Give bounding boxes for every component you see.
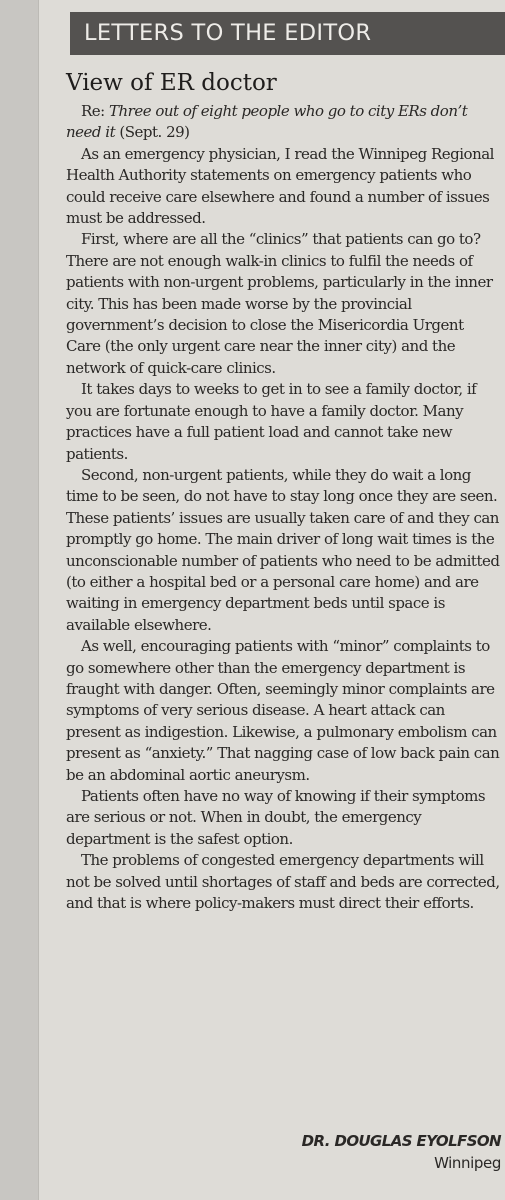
letter-paragraph-4: Second, non-urgent patients, while they do wait a long time to be seen, do not have to stay long once they are seen. These patients’ issues are usually taken care of and they can promptly go home. The main driver of long wait times is the unconscionable number of patients who need to be admitted (to either a hospital bed or a personal care home) and are waiting in emergency department beds until space is available elsewhere. <box>66 465 500 634</box>
letter-paragraph-5: As well, encouraging patients with “minor” complaints to go somewhere other than the emergency department is fraught with danger. Often, seemingly minor complaints are symptoms of very serious disease. A heart attack can present as indigestion. Likewise, a pulmonary embolism can present as “anxiety.” That nagging case of low back pain can be an abdominal aortic aneurysm. <box>66 637 500 784</box>
letter-paragraph-1: As an emergency physician, I read the Winnipeg Regional Health Authority statements on emergency patients who could receive care elsewhere and found a number of issues must be addressed. <box>66 144 494 228</box>
letter-headline: View of ER doctor <box>66 70 277 96</box>
letter-body <box>66 101 502 914</box>
reference-date: (Sept. 29) <box>115 123 190 142</box>
letter-paragraph-6: Patients often have no way of knowing if their symptoms are serious or not. When in doubt, the emergency department is the safest option. <box>66 787 486 848</box>
section-banner: LETTERS TO THE EDITOR <box>70 12 505 55</box>
reference-line <box>66 101 502 144</box>
letter-article <box>66 66 502 914</box>
letter-paragraph-3: It takes days to weeks to get in to see a family doctor, if you are fortunate enough to have a family doctor. Many practices have a full patient load and cannot take new patients. <box>66 380 477 463</box>
author-name: DR. DOUGLAS EYOLFSON <box>301 1132 501 1150</box>
reference-prefix: Re: <box>81 102 109 120</box>
letter-signature <box>302 1130 501 1174</box>
letter-paragraph-2: First, where are all the “clinics” that patients can go to? There are not enough walk-in clinics to fulfil the needs of patients with non-urgent problems, particularly in the inner city. This has been made worse by the provincial government’s decision to close the Misericordia Urgent Care (the only urgent care near the inner city) and the network of quick-care clinics. <box>66 230 493 377</box>
author-city: Winnipeg <box>434 1154 501 1172</box>
letter-paragraph-7: The problems of congested emergency departments will not be solved until shortages of staff and beds are corrected, and that is where policy-makers must direct their efforts. <box>66 851 500 913</box>
reference-article-title: Three out of eight people who go to city ERs don’t need it <box>66 102 468 142</box>
